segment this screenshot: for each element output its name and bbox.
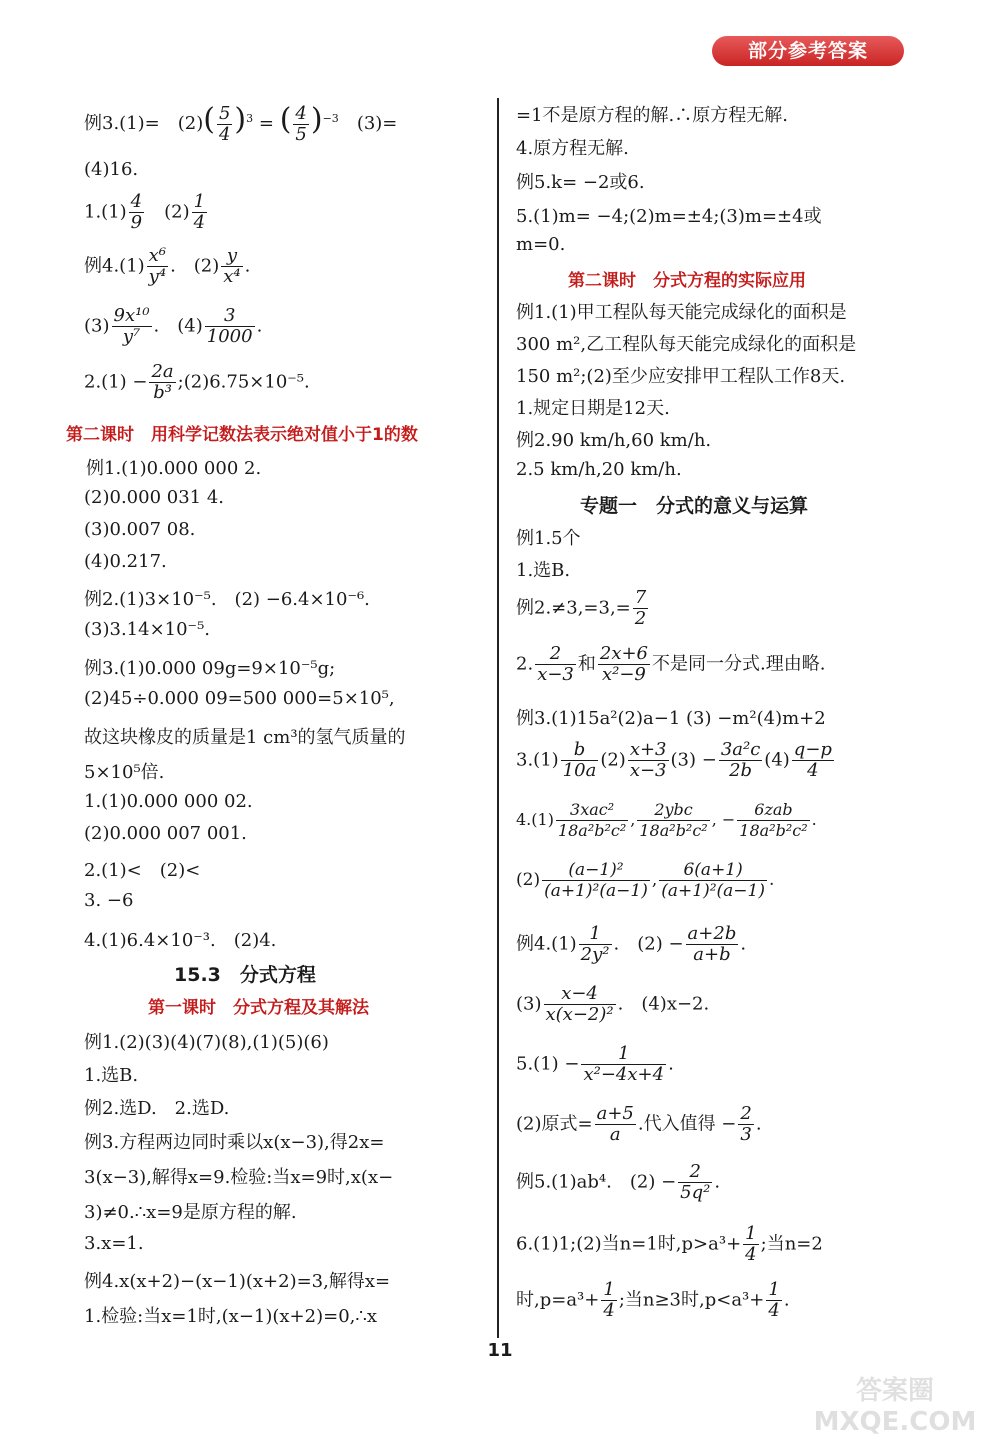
fraction	[633, 588, 648, 629]
answer-line: (4)0.217.	[84, 551, 167, 572]
numerator: 1	[581, 1044, 666, 1065]
denominator: x²−4x+4	[583, 1064, 665, 1085]
answer-line: 例2.(1)3×10⁻⁵. (2) −6.4×10⁻⁶.	[84, 589, 370, 610]
fraction	[293, 104, 308, 145]
text: .	[769, 870, 775, 890]
answer-line	[516, 588, 650, 629]
fraction	[579, 924, 612, 965]
answer-line: m=0.	[516, 234, 566, 255]
text: ;(2)6.75×10⁻⁵.	[177, 371, 310, 393]
text: . (4)	[153, 315, 203, 337]
answer-line: 1.规定日期是12天.	[516, 398, 670, 419]
section-heading: 专题一 分式的意义与运算	[580, 495, 809, 517]
fraction	[217, 104, 232, 145]
answer-line	[516, 644, 825, 685]
denominator: 4	[745, 1244, 757, 1265]
fraction	[659, 860, 767, 901]
fraction	[637, 800, 709, 841]
text: , −	[711, 810, 736, 829]
denominator: 5q²	[680, 1182, 711, 1203]
answer-line: 例5.k= −2或6.	[516, 172, 645, 193]
denominator: 2b	[729, 760, 753, 781]
denominator: x−3	[537, 664, 574, 685]
text: ;当n=2	[760, 1233, 823, 1255]
text: 例3.(1)= (2)	[84, 113, 204, 134]
text: . (4)x−2.	[617, 993, 710, 1015]
section-heading: 15.3 分式方程	[174, 964, 316, 986]
text: 1.(1)	[84, 201, 127, 223]
answer-line: 例2.选D. 2.选D.	[84, 1098, 230, 1119]
answer-line: 5×10⁵倍.	[84, 762, 165, 783]
text: (2)原式=	[516, 1113, 593, 1135]
fraction	[581, 1044, 666, 1085]
answer-line	[516, 1280, 790, 1321]
answer-line: 1.选B.	[84, 1065, 139, 1086]
denominator: 4	[603, 1300, 615, 1321]
text: .	[668, 1053, 674, 1075]
answer-line	[516, 740, 836, 781]
answer-line	[84, 306, 262, 347]
answer-line: 1.检验:当x=1时,(x−1)(x+2)=0,∴x	[84, 1306, 377, 1327]
answer-line	[516, 984, 709, 1025]
numerator: x⁶	[147, 246, 168, 267]
text: 例5.(1)ab⁴. (2) −	[516, 1171, 677, 1193]
answer-line: (2)0.000 007 001.	[84, 823, 247, 844]
answer-line: 例2.90 km/h,60 km/h.	[516, 430, 712, 451]
denominator: 2	[634, 608, 647, 629]
answer-line	[516, 1224, 823, 1265]
numerator: x−4	[544, 984, 616, 1005]
numerator: 2ybc	[637, 800, 709, 821]
numerator: 1	[193, 191, 206, 212]
text: ;当n≥3时,p<a³+	[618, 1289, 765, 1311]
text: ,	[630, 810, 636, 829]
numerator: 2	[740, 1103, 752, 1124]
answer-line: 300 m²,乙工程队每天能完成绿化的面积是	[516, 334, 857, 355]
text: (2)	[516, 870, 541, 890]
numerator: a+5	[596, 1103, 634, 1124]
fraction	[192, 192, 207, 233]
exponent: 3	[246, 112, 254, 125]
denominator: x⁴	[223, 266, 241, 287]
answer-line: (3)0.007 08.	[84, 519, 196, 540]
answer-line: 例3.(1)= (2)( $\frac{5}{4}$ )$^3$ = ( $\frac{4}{5}$ )$^{-3}$ (3)=	[84, 102, 398, 145]
text: 例4.(1)	[84, 255, 145, 277]
answer-line: 故这块橡皮的质量是1 cm³的氢气质量的	[84, 727, 406, 748]
numerator: 2	[678, 1162, 712, 1183]
text: .	[714, 1171, 721, 1193]
fraction	[792, 740, 834, 781]
answer-line: 例3.(1)15a²(2)a−1 (3) −m²(4)m+2	[516, 708, 826, 729]
answer-line	[84, 362, 310, 403]
denominator: x(x−2)²	[545, 1004, 614, 1025]
text: (3)=	[356, 113, 398, 134]
answer-line: (2)45÷0.000 09=500 000=5×10⁵,	[84, 688, 395, 709]
numerator: (a−1)²	[542, 860, 650, 881]
section-badge: 部分参考答案	[712, 36, 904, 66]
denominator: 4	[193, 212, 206, 233]
denominator: 9	[130, 212, 143, 233]
text: 例2.≠3,=3,=	[516, 597, 631, 619]
text: (4)	[764, 749, 790, 771]
numerator: 3a²c	[720, 739, 761, 760]
answer-line	[516, 1162, 720, 1203]
numerator: a+2b	[687, 923, 737, 944]
denominator: 3	[740, 1124, 752, 1145]
column-divider	[497, 98, 499, 1338]
text: ,	[651, 870, 658, 890]
text: 和	[577, 653, 596, 675]
answer-line	[516, 800, 817, 841]
denominator: 5	[295, 123, 307, 145]
answer-line	[516, 924, 746, 965]
answer-line: 3.x=1.	[84, 1233, 144, 1254]
numerator: 5	[218, 102, 231, 124]
numerator: b	[561, 740, 599, 761]
fraction	[601, 1280, 616, 1321]
numerator: 3xac²	[556, 800, 628, 821]
answer-line: 例1.(2)(3)(4)(7)(8),(1)(5)(6)	[84, 1032, 329, 1053]
answer-line	[84, 246, 250, 287]
answer-line: 5.(1)m= −4;(2)m=±4;(3)m=±4或	[516, 206, 822, 227]
answer-line	[516, 1104, 762, 1145]
numerator: 1	[768, 1279, 780, 1300]
fraction	[598, 644, 650, 685]
text: .	[755, 1113, 762, 1135]
numerator: 2x+6	[599, 643, 649, 664]
numerator: y	[221, 246, 242, 267]
fraction	[149, 362, 175, 403]
denominator: 10a	[562, 760, 597, 781]
fraction	[678, 1162, 712, 1203]
answer-line: (4)16.	[84, 159, 139, 180]
text: 2.	[516, 653, 534, 675]
denominator: (a+1)²(a−1)	[544, 881, 648, 901]
numerator: 4	[295, 102, 307, 124]
numerator: 1	[603, 1279, 615, 1300]
text: 例4.(1)	[516, 933, 577, 955]
answer-line: 例1.(1)甲工程队每天能完成绿化的面积是	[516, 302, 847, 323]
answer-line: 3. −6	[84, 890, 134, 911]
text: 5.(1) −	[516, 1053, 580, 1075]
fraction	[737, 800, 809, 841]
numerator: 9x¹⁰	[113, 305, 150, 326]
denominator: 4	[807, 760, 819, 781]
text: =	[258, 113, 274, 134]
numerator: 6zab	[737, 800, 809, 821]
exponent: −3	[322, 112, 339, 125]
answer-line	[516, 860, 774, 901]
section-heading: 第二课时 分式方程的实际应用	[568, 271, 806, 291]
denominator: 2y²	[580, 944, 610, 965]
denominator: a	[609, 1124, 621, 1145]
text: (3)	[516, 993, 542, 1015]
denominator: 4	[768, 1300, 780, 1321]
fraction	[544, 984, 616, 1025]
answer-line: 3)≠0.∴x=9是原方程的解.	[84, 1202, 297, 1223]
denominator: (a+1)²(a−1)	[661, 881, 765, 901]
denominator: y⁴	[148, 266, 167, 287]
text: 3.(1)	[516, 749, 559, 771]
answer-line: 4.(1)6.4×10⁻³. (2)4.	[84, 930, 277, 951]
answer-line: 例1.5个	[516, 528, 581, 549]
text: (3) −	[670, 749, 717, 771]
text: 2.(1) −	[84, 371, 148, 393]
text: .	[811, 810, 817, 829]
denominator: 18a²b²c²	[639, 821, 708, 840]
section-heading: 第一课时 分式方程及其解法	[148, 998, 369, 1018]
text: . (2) −	[613, 933, 684, 955]
denominator: x²−9	[601, 664, 646, 685]
denominator: 4	[218, 123, 231, 145]
fraction	[542, 860, 650, 901]
text: .代入值得 −	[637, 1113, 737, 1135]
text: 6.(1)1;(2)当n=1时,p>a³+	[516, 1233, 742, 1255]
fraction	[129, 192, 144, 233]
denominator: 1000	[206, 326, 253, 347]
fraction	[556, 800, 628, 841]
fraction	[743, 1224, 758, 1265]
fraction	[112, 306, 152, 347]
numerator: 1	[579, 924, 612, 945]
answer-line: 2.5 km/h,20 km/h.	[516, 459, 682, 480]
watermark-logo: 答案圈 MXQE.COM	[813, 1376, 977, 1437]
text: . (2)	[170, 255, 220, 277]
denominator: y⁷	[122, 326, 141, 347]
answer-line	[84, 192, 209, 233]
answer-line: (3)3.14×10⁻⁵.	[84, 619, 210, 640]
numerator: 4	[130, 191, 143, 212]
denominator: b³	[153, 382, 172, 403]
answer-line	[516, 1044, 674, 1085]
text: (2)	[600, 749, 626, 771]
denominator: x−3	[629, 760, 667, 781]
fraction	[147, 246, 168, 287]
fraction	[221, 246, 242, 287]
answer-line: 2.(1)< (2)<	[84, 860, 201, 881]
numerator: 7	[634, 587, 647, 608]
fraction	[686, 924, 739, 965]
text: 4.(1)	[516, 810, 554, 829]
answer-line: 例3.(1)0.000 09g=9×10⁻⁵g;	[84, 658, 336, 679]
fraction	[719, 740, 762, 781]
answer-line: 例1.(1)0.000 000 2.	[86, 458, 262, 479]
numerator: 2a	[151, 361, 174, 382]
answer-line: 150 m²;(2)至少应安排甲工程队工作8天.	[516, 366, 846, 387]
numerator: q−p	[793, 739, 832, 760]
answer-line: 例4.x(x+2)−(x−1)(x+2)=3,解得x=	[84, 1271, 391, 1292]
numerator: x+3	[629, 739, 667, 760]
fraction	[766, 1280, 781, 1321]
text: .	[244, 255, 251, 277]
text: .	[740, 933, 747, 955]
answer-line: 1.(1)0.000 000 02.	[84, 791, 253, 812]
numerator: 1	[745, 1223, 757, 1244]
fraction	[535, 644, 576, 685]
answer-line: 例3.方程两边同时乘以x(x−3),得2x=	[84, 1132, 385, 1153]
fraction	[628, 740, 669, 781]
fraction	[738, 1104, 753, 1145]
text: .	[783, 1289, 790, 1311]
fraction	[561, 740, 599, 781]
denominator: 18a²b²c²	[557, 821, 627, 840]
answer-line: 3(x−3),解得x=9.检验:当x=9时,x(x−	[84, 1167, 394, 1188]
answer-line: =1不是原方程的解.∴原方程无解.	[516, 105, 788, 126]
text: 时,p=a³+	[516, 1289, 600, 1311]
page-number: 11	[487, 1340, 513, 1361]
denominator: a+b	[693, 944, 731, 965]
text: 不是同一分式.理由略.	[652, 653, 826, 675]
denominator: 18a²b²c²	[739, 821, 808, 840]
text: (2)	[164, 201, 190, 223]
answer-line: 1.选B.	[516, 560, 571, 581]
text: (3)	[84, 315, 110, 337]
numerator: 2	[535, 644, 576, 665]
section-heading: 第二课时 用科学记数法表示绝对值小于1的数	[66, 425, 418, 445]
fraction	[205, 306, 255, 347]
fraction	[595, 1104, 636, 1145]
numerator: 6(a+1)	[659, 860, 767, 881]
answer-line: (2)0.000 031 4.	[84, 487, 225, 508]
text: .	[256, 315, 263, 337]
answer-line: 4.原方程无解.	[516, 138, 629, 159]
numerator: 3	[205, 306, 255, 327]
